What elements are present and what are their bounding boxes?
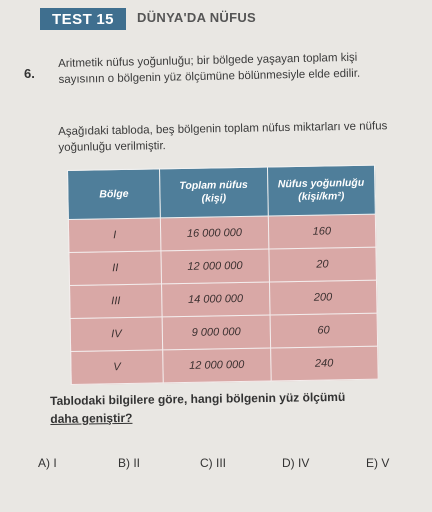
header-population xyxy=(160,167,268,218)
table-row xyxy=(70,280,378,318)
table-row xyxy=(71,346,379,384)
cell-region: I xyxy=(68,218,161,253)
page-header xyxy=(0,0,432,36)
cell-region: V xyxy=(71,350,164,385)
cell-region: IV xyxy=(70,317,163,352)
table-header-row xyxy=(68,165,376,219)
header-density-text: Nüfus yoğunluğu (kişi/km²) xyxy=(277,176,365,203)
question-prompt xyxy=(50,387,410,428)
definition-text: Aritmetik nüfus yoğunluğu; bir bölgede yaşayan toplam kişi sayısının o bölgenin yüz ölçümüne bölünmesiyle elde edilir. xyxy=(58,51,361,86)
test-number: 15 xyxy=(96,10,115,28)
cell-population: 12 000 000 xyxy=(163,348,271,383)
cell-population: 9 000 000 xyxy=(162,315,270,350)
cell-density: 60 xyxy=(270,313,378,348)
cell-density: 200 xyxy=(269,280,377,315)
option-b[interactable]: B) II xyxy=(118,456,141,470)
header-region: Bölge xyxy=(68,169,161,220)
cell-population: 12 000 000 xyxy=(161,249,269,284)
prompt-text: Tablodaki bilgilere göre, hangi bölgenin yüz ölçümü xyxy=(50,389,346,408)
cell-population: 16 000 000 xyxy=(160,216,268,251)
cell-density: 20 xyxy=(268,247,376,282)
cell-region: II xyxy=(69,251,162,286)
cell-population: 14 000 000 xyxy=(162,282,270,317)
prompt-underlined: daha geniştir? xyxy=(50,410,133,426)
table-row xyxy=(69,247,377,285)
lead-text: Aşağıdaki tabloda, beş bölgenin toplam nüfus miktarları ve nüfus yoğunluğu verilmiştir. xyxy=(58,120,388,154)
option-a[interactable]: A) I xyxy=(38,456,57,470)
test-badge xyxy=(40,8,126,30)
test-label: TEST xyxy=(51,10,93,28)
option-c[interactable]: C) III xyxy=(200,456,226,470)
cell-region: III xyxy=(70,284,163,319)
section-title: DÜNYA'DA NÜFUS xyxy=(137,10,257,25)
option-e[interactable]: E) V xyxy=(366,456,390,470)
cell-density: 160 xyxy=(268,214,376,249)
header-density xyxy=(267,165,375,216)
table-row xyxy=(68,214,376,252)
table-row xyxy=(70,313,378,351)
cell-density: 240 xyxy=(270,346,378,381)
answer-options xyxy=(0,456,432,476)
option-d[interactable]: D) IV xyxy=(282,456,310,470)
header-population-text: Toplam nüfus (kişi) xyxy=(179,178,248,205)
population-table xyxy=(67,165,379,380)
question-number: 6. xyxy=(24,66,35,81)
